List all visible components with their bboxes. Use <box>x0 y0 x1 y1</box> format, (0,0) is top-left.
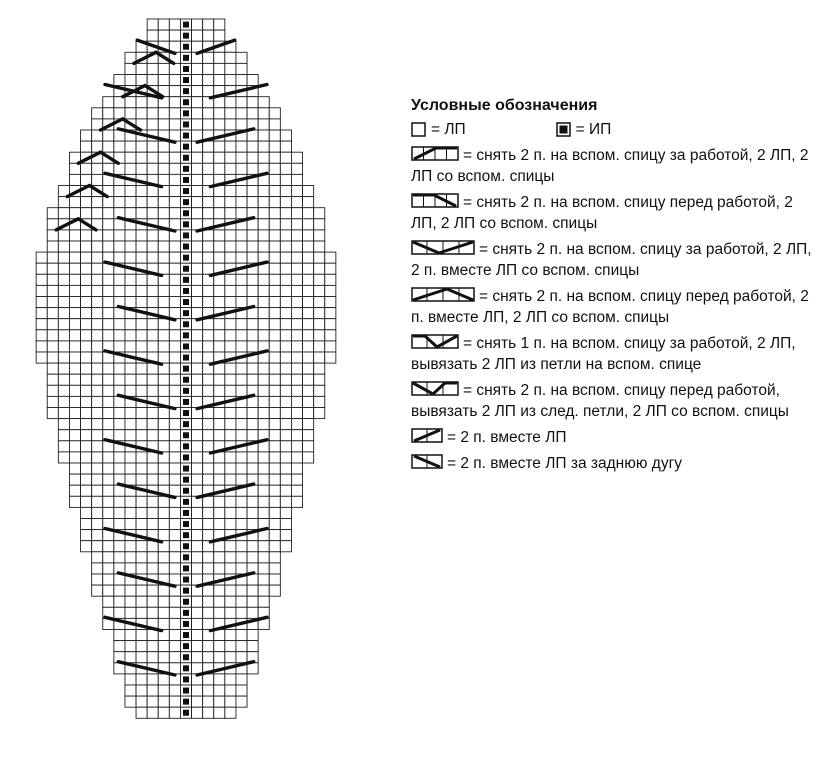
cable-4-left-icon <box>411 193 459 208</box>
legend-entry-cable-4-left <box>411 192 821 234</box>
cable-4-right-icon <box>411 146 459 161</box>
legend-title: Условные обозначения <box>411 97 598 114</box>
legend-text-k2tog-tbl: = 2 п. вместе ЛП за заднюю дугу <box>447 455 682 472</box>
legend-text-cable-4-left: = снять 2 п. на вспом. спицу перед работой, 2 ЛП, 2 ЛП со вспом. спицы <box>411 194 793 232</box>
legend-text-cable-dec-left: = снять 2 п. на вспом. спицу перед работой, 2 п. вместе ЛП, 2 ЛП со вспом. спицы <box>411 288 809 326</box>
cable-dec-right-icon <box>411 240 475 255</box>
cable-dec-left-icon <box>411 287 475 302</box>
legend-entry-k2tog-tbl <box>411 453 821 474</box>
k2tog-icon <box>411 428 443 443</box>
legend-row-basic <box>411 117 821 141</box>
filled-square-icon <box>556 122 571 137</box>
legend <box>411 95 821 479</box>
cable-inc-right-icon <box>411 334 459 349</box>
legend-text-cable-inc-right: = снять 1 п. на вспом. спицу за работой, 2 ЛП, вывязать 2 ЛП из петли на вспом. спице <box>411 335 796 373</box>
legend-text-cable-dec-right: = снять 2 п. на вспом. спицу за работой, 2 ЛП, 2 п. вместе ЛП со вспом. спицы <box>411 241 812 279</box>
cable-inc-left-icon <box>411 381 459 396</box>
legend-text-cable-inc-left: = снять 2 п. на вспом. спицу перед работой, вывязать 2 ЛП из след. петли, 2 ЛП со вспом. спицы <box>411 382 789 420</box>
legend-text-k2tog: = 2 п. вместе ЛП <box>447 429 567 446</box>
legend-entry-cable-dec-right <box>411 239 821 281</box>
legend-entry-cable-dec-left <box>411 286 821 328</box>
legend-entry-cable-4-right <box>411 145 821 187</box>
k2tog-tbl-icon <box>411 454 443 469</box>
legend-text-knit: = ЛП <box>431 120 466 138</box>
legend-text-purl: = ИП <box>575 120 612 138</box>
knitting-chart <box>0 0 390 761</box>
legend-entry-cable-inc-left <box>411 380 821 422</box>
empty-square-icon <box>411 122 426 137</box>
legend-entry-cable-inc-right <box>411 333 821 375</box>
legend-text-cable-4-right: = снять 2 п. на вспом. спицу за работой, 2 ЛП, 2 ЛП со вспом. спицы <box>411 147 809 185</box>
legend-entry-k2tog <box>411 427 821 448</box>
